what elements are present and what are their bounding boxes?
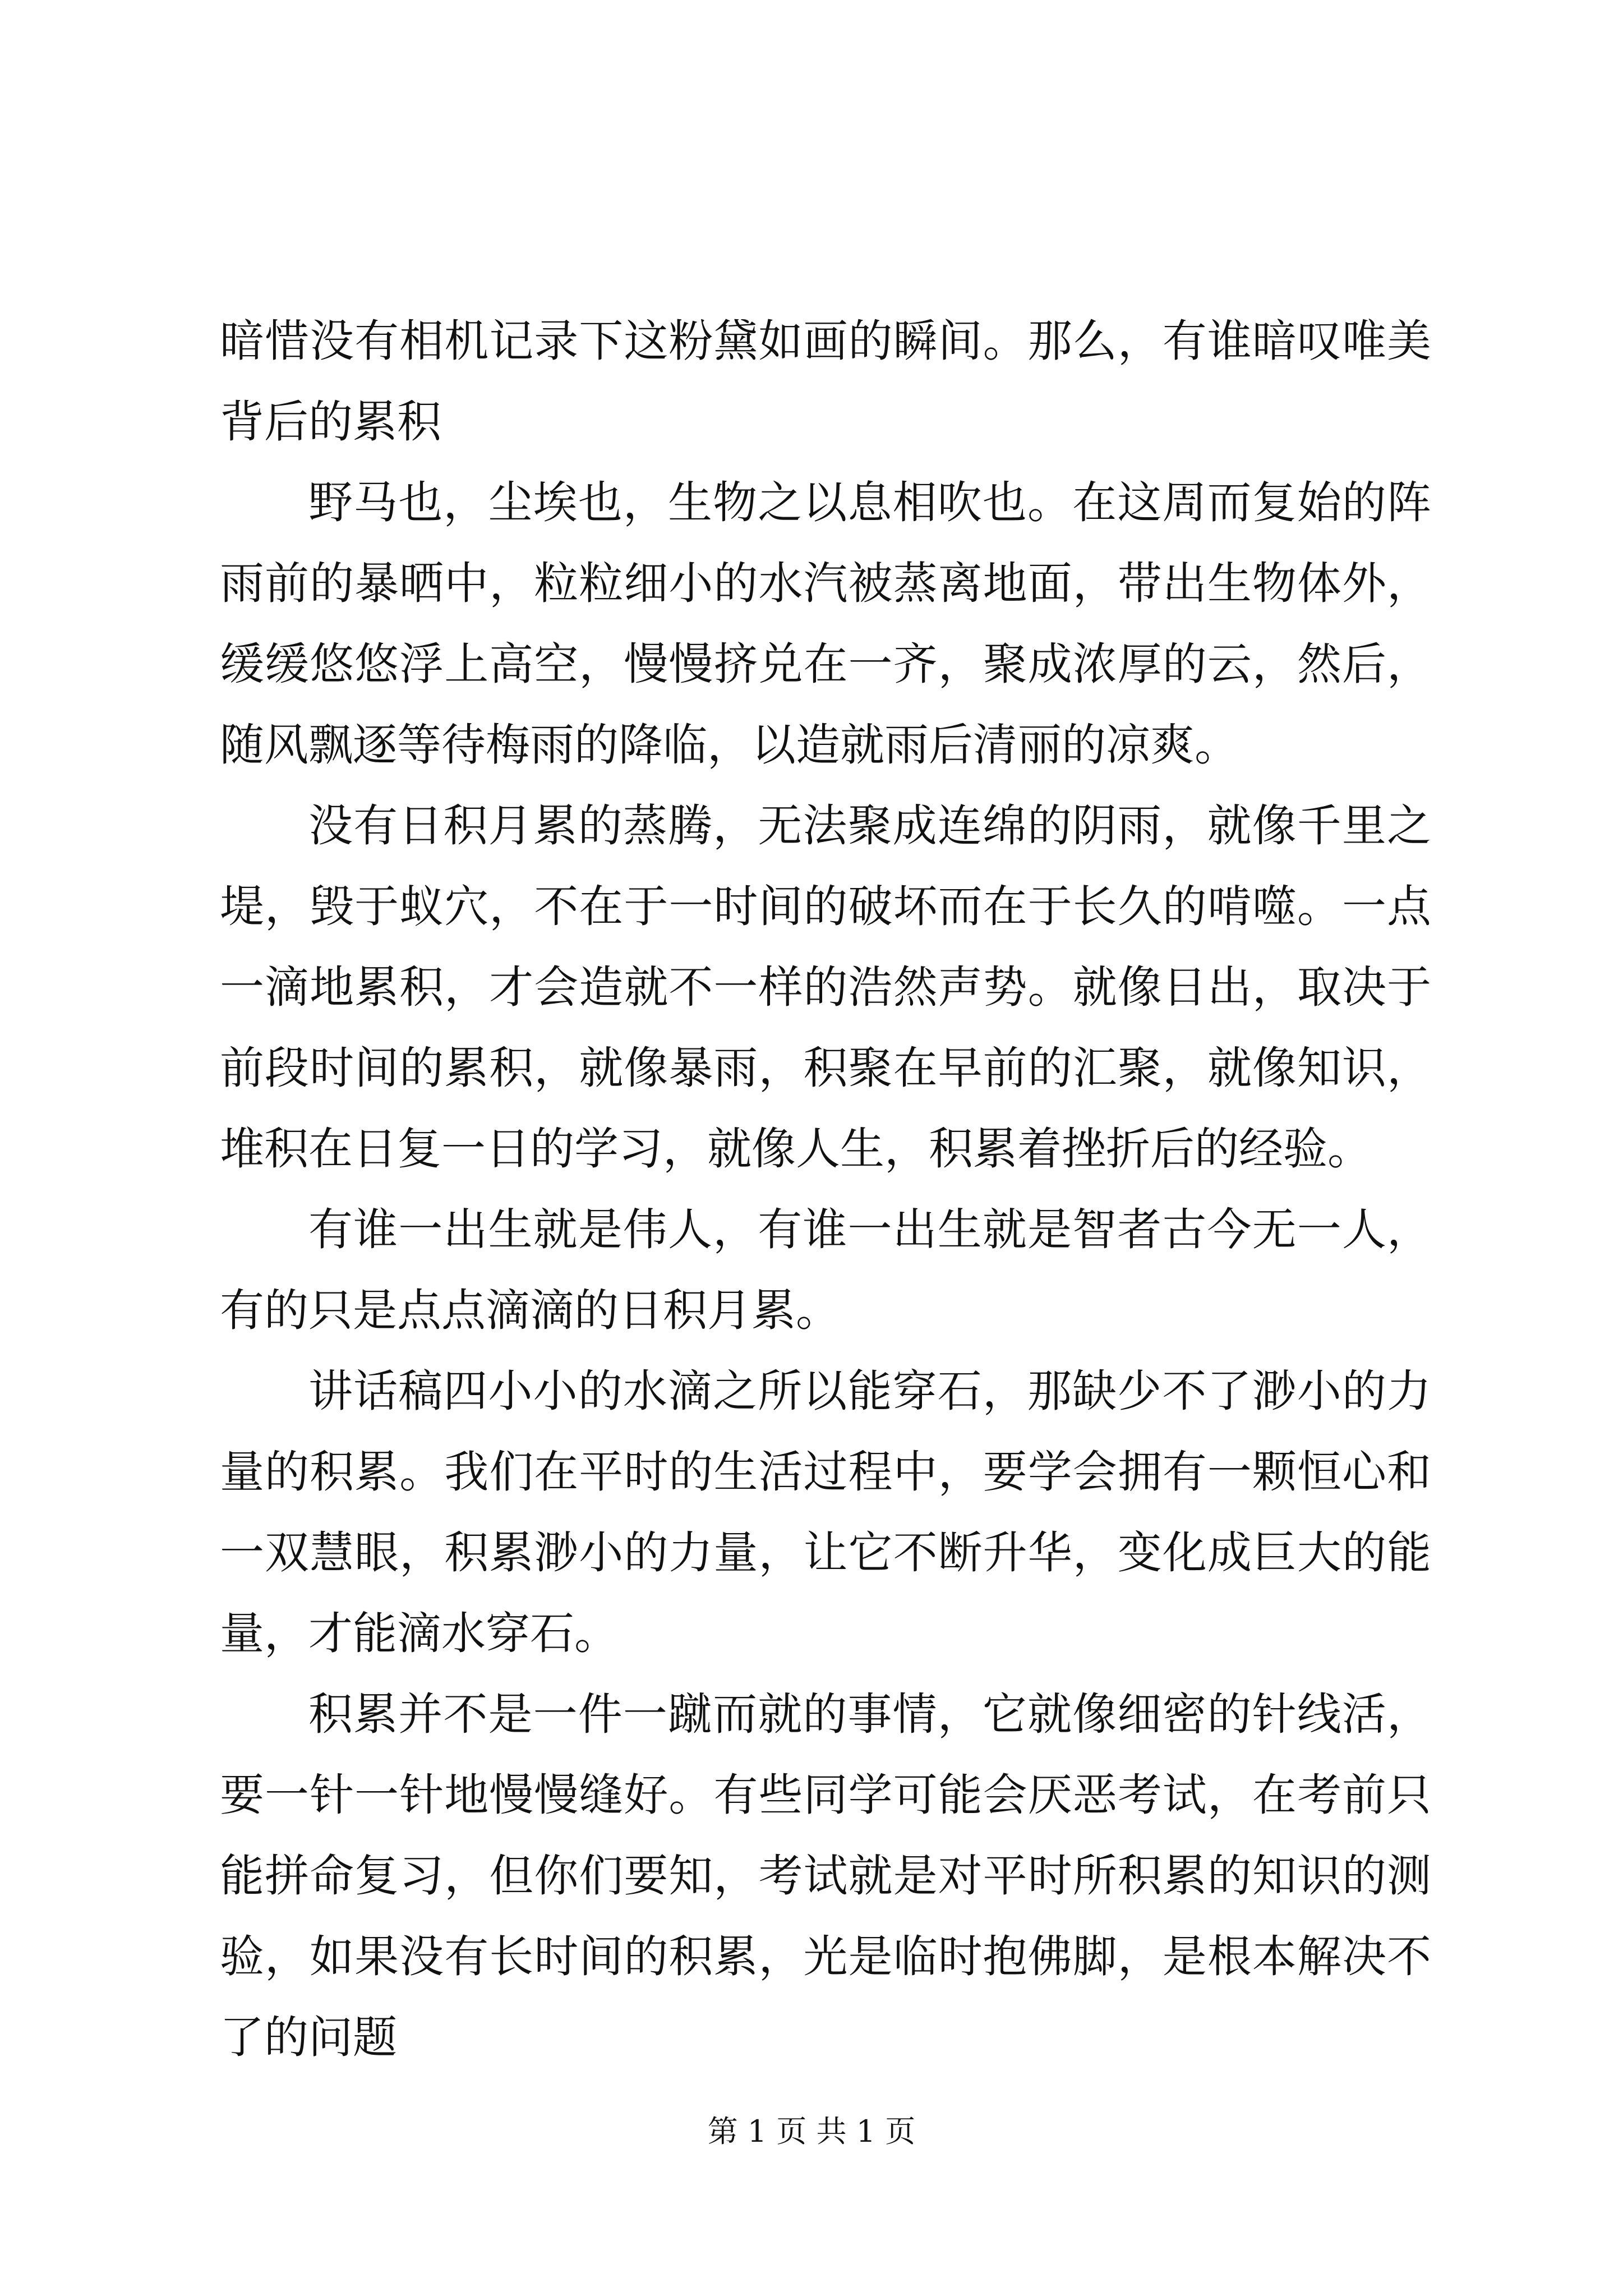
paragraph-great-people: 有谁一出生就是伟人，有谁一出生就是智者古今无一人，有的只是点点滴滴的日积月累。 xyxy=(220,1204,1431,1336)
paragraph-exams: 积累并不是一件一蹴而就的事情，它就像细密的针线活，要一针一针地慢慢缝好。有些同学可能会厌恶考试，在考前只能拼命复习，但你们要知，考试就是对平时所积累的知识的测验，如果没有长时间的积累，光是临时抱佛脚，是根本解决不了的问题 xyxy=(220,1688,1431,2063)
paragraph-wild-horses: 野马也，尘埃也，生物之以息相吹也。在这周而复始的阵雨前的暴晒中，粒粒细小的水汽被蒸离地面，带出生物体外，缓缓悠悠浮上高空，慢慢挤兑在一齐，聚成浓厚的云，然后，随风飘逐等待梅雨的降临，以造就雨后清丽的凉爽。 xyxy=(220,477,1431,771)
paragraph-continuation: 暗惜没有相机记录下这粉黛如画的瞬间。那么，有谁暗叹唯美背后的累积 xyxy=(220,315,1431,448)
page-footer: 第 1 页 共 1 页 xyxy=(707,2114,916,2149)
paragraph-water-drops: 讲话稿四小小的水滴之所以能穿石，那缺少不了渺小的力量的积累。我们在平时的生活过程中，要学会拥有一颗恒心和一双慧眼，积累渺小的力量，让它不断升华，变化成巨大的能量，才能滴水穿石。 xyxy=(220,1365,1431,1659)
paragraph-accumulation: 没有日积月累的蒸腾，无法聚成连绵的阴雨，就像千里之堤，毁于蚁穴，不在于一时间的破坏而在于长久的啃噬。一点一滴地累积，才会造就不一样的浩然声势。就像日出，取决于前段时间的累积，就像暴雨，积聚在早前的汇聚，就像知识，堆积在日复一日的学习，就像人生，积累着挫折后的经验。 xyxy=(220,800,1431,1175)
